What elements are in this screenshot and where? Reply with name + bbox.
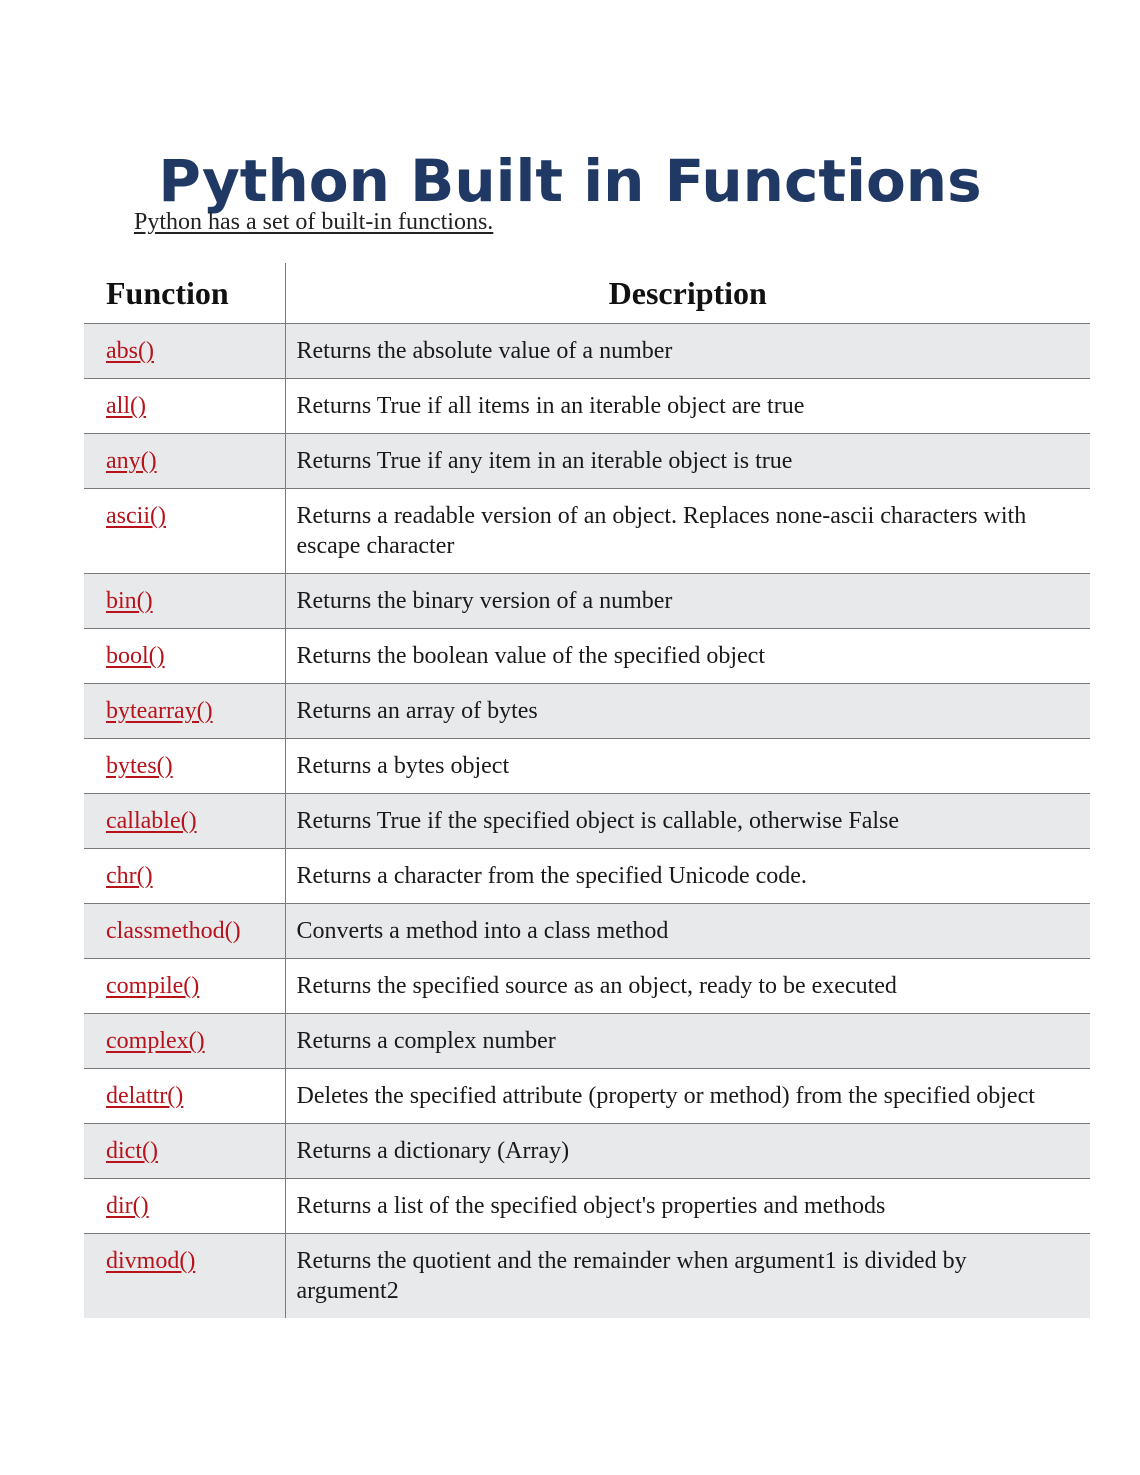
function-link[interactable]: chr() [106, 863, 153, 889]
description-cell: Returns a bytes object [285, 739, 1090, 794]
description-cell: Returns True if the specified object is callable, otherwise False [285, 794, 1090, 849]
description-cell: Returns the binary version of a number [285, 574, 1090, 629]
function-link[interactable]: abs() [106, 338, 154, 364]
function-link[interactable]: callable() [106, 808, 197, 834]
function-link[interactable]: all() [106, 393, 146, 419]
function-link[interactable]: any() [106, 448, 157, 474]
function-cell [84, 1179, 285, 1234]
builtin-functions-table [84, 263, 1090, 1318]
function-link[interactable]: compile() [106, 973, 200, 999]
function-cell [84, 1014, 285, 1069]
description-cell: Returns True if all items in an iterable object are true [285, 379, 1090, 434]
function-cell [84, 1124, 285, 1179]
description-cell: Returns a complex number [285, 1014, 1090, 1069]
function-link[interactable]: bytes() [106, 753, 173, 779]
function-cell [84, 489, 285, 574]
table-row [84, 1069, 1090, 1124]
table-body [84, 324, 1090, 1319]
description-cell: Returns a dictionary (Array) [285, 1124, 1090, 1179]
function-cell [84, 794, 285, 849]
table-row [84, 489, 1090, 574]
function-cell [84, 1069, 285, 1124]
description-cell: Returns the absolute value of a number [285, 324, 1090, 379]
description-cell: Returns the boolean value of the specified object [285, 629, 1090, 684]
description-cell: Returns the quotient and the remainder when argument1 is divided by argument2 [285, 1234, 1090, 1319]
function-link[interactable]: ascii() [106, 503, 166, 529]
function-cell [84, 434, 285, 489]
description-cell: Returns a list of the specified object's properties and methods [285, 1179, 1090, 1234]
table-row [84, 1124, 1090, 1179]
table-row [84, 1234, 1090, 1319]
function-link[interactable]: bin() [106, 588, 153, 614]
table-header-row [84, 263, 1090, 324]
table-row [84, 629, 1090, 684]
function-cell [84, 629, 285, 684]
table-row [84, 684, 1090, 739]
table-row [84, 574, 1090, 629]
table-row [84, 379, 1090, 434]
table-row [84, 904, 1090, 959]
table-row [84, 1014, 1090, 1069]
table-row [84, 434, 1090, 489]
column-header-function: Function [84, 263, 285, 324]
table-row [84, 324, 1090, 379]
function-cell [84, 1234, 285, 1319]
function-cell [84, 959, 285, 1014]
function-cell [84, 574, 285, 629]
table-row [84, 849, 1090, 904]
function-link[interactable]: bytearray() [106, 698, 213, 724]
intro-text: Python has a set of built-in functions. [134, 209, 494, 235]
table-row [84, 959, 1090, 1014]
description-cell: Returns a character from the specified Unicode code. [285, 849, 1090, 904]
table-row [84, 1179, 1090, 1234]
table-row [84, 794, 1090, 849]
function-cell [84, 684, 285, 739]
description-cell: Returns an array of bytes [285, 684, 1090, 739]
table-row [84, 739, 1090, 794]
function-link[interactable]: divmod() [106, 1248, 196, 1274]
function-cell [84, 739, 285, 794]
function-cell [84, 849, 285, 904]
function-link[interactable]: classmethod() [106, 918, 241, 944]
function-link[interactable]: complex() [106, 1028, 205, 1054]
function-link[interactable]: dict() [106, 1138, 158, 1164]
function-cell [84, 324, 285, 379]
function-cell [84, 904, 285, 959]
column-header-description: Description [285, 263, 1090, 324]
page-title: Python Built in Functions [158, 146, 982, 215]
function-cell [84, 379, 285, 434]
description-cell: Returns a readable version of an object. Replaces none-ascii characters with escape character [285, 489, 1090, 574]
function-link[interactable]: bool() [106, 643, 165, 669]
description-cell: Converts a method into a class method [285, 904, 1090, 959]
description-cell: Returns True if any item in an iterable object is true [285, 434, 1090, 489]
description-cell: Deletes the specified attribute (property or method) from the specified object [285, 1069, 1090, 1124]
function-link[interactable]: dir() [106, 1193, 149, 1219]
description-cell: Returns the specified source as an object, ready to be executed [285, 959, 1090, 1014]
function-link[interactable]: delattr() [106, 1083, 184, 1109]
